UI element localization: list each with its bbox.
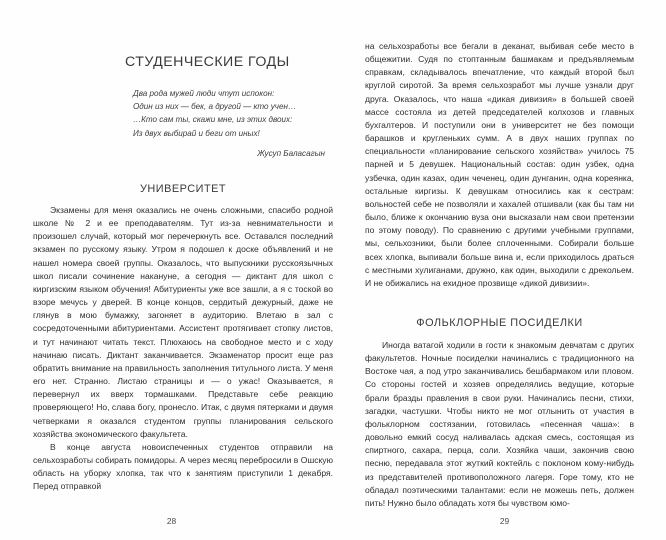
page-number-left: 28 (166, 516, 177, 526)
section-heading-folklore-text: ФОЛЬКЛОРНЫЕ ПОСИДЕЛКИ (416, 316, 583, 329)
paragraph: на сельхозработы все бегали в деканат, выбивая себе место в общежитии. Судя по стоптанным башмакам и предъявляемым справкам, складывалось впечатление, что каждый второй был круглой сиротой. За время сельхозработ мы лучше узнали друг друга. Оказалось, что наша «дикая дивизия» в большей своей массе состояла из детей председателей колхозов и главных бухгалтеров. И поступили они в университет не без помощи барашков и кругленьких сумм. А в двух наших группах по специальности «планирование сельского хозяйства» училось 75 парней и 5 девушек. Национальный состав: один узбек, одна узбечка, один казах, один чеченец, один дунганин, одна кореянка, остальные киргизы. К девушкам относились как к сестрам: вольностей себе не позволяли и хахалей отшивали (как бы там ни было, ближе к окончанию вуза они высказали нам свои претензии по этому поводу). По сравнению с другими учебными группами, мы, сельхозники, были более сплоченными. Собирали больше всех хлопка, выпивали больше вина и, если приходилось драться с местными хулиганами, дружно, как один, выходили с дрекольем. И не обижались на ехидное прозвище «дикой дивизии». (365, 41, 634, 288)
page-number-right: 29 (499, 516, 510, 526)
epigraph-line-1: Два рода мужей люди чтут испокон: (133, 89, 275, 98)
epigraph (33, 87, 333, 160)
paragraph: Экзамены для меня оказались не очень сложными, спасибо родной школе № 2 и ее преподавателям. Тут из-за невнимательности и произошел случай, который мог перечеркнуть все. Оставался последний экзамен по русскому языку. Утром я подошел к доске объявлений и не нашел номера своей группы. Оказалось, что выпускники русскоязычных школ писали сочинение накануне, а сегодня — диктант для школ с киргизским языком обучения! Абитуриенты уже все зашли, а я с тоской во взоре мечусь у дверей. В конце концов, сердитый дежурный, даже не глянув в мою бумажку, загоняет в аудиторию. Влетаю в зал с сосредоточенными абитуриентами. Ассистент протягивает стопку листов, и тут начинают читать текст. Плюхаюсь на свободное место и с ходу начинаю писать. Диктант заканчивается. Экзаменатор просит еще раз обратить внимание на правильность заполнения титульного листа. У меня его нет. Странно. Листаю страницы и — о ужас! Оказывается, я перевернул их вверх тормашками. Представьте себе реакцию проверяющего! Но, слава богу, пронесло. Итак, с двумя пятерками и двумя четверками я оказался студентом группы планирования сельского хозяйства экономического факультета. (33, 205, 333, 439)
section-heading-university-text: УНИВЕРСИТЕТ (139, 183, 227, 196)
paragraph: В конце августа новоиспеченных студентов отправили на сельхозработы собирать помидоры. А через месяц перебросили в Ошскую область на уборку хлопка, так что к занятиям приступили 1 декабря. Перед отправкой (33, 441, 333, 492)
epigraph-line-4: Из двух выбирай и беги от иных! (133, 128, 260, 138)
chapter-title (33, 0, 333, 70)
section-heading-university (33, 183, 333, 195)
page-right (343, 0, 666, 540)
section-heading-folklore (365, 317, 634, 329)
epigraph-attribution: Жусуп Баласагын (257, 148, 325, 158)
epigraph-line-3: …Кто сам ты, скажи мне, из этих двоих: (133, 115, 293, 125)
epigraph-line-2: Один из них — бек, а другой — кто учен… (133, 102, 297, 112)
chapter-title-text: СТУДЕНЧЕСКИЕ ГОДЫ (125, 54, 290, 70)
paragraph: Иногда ватагой ходили в гости к знакомым девчатам с других факультетов. Ночные посиделки начинались с традиционного на Востоке чая, а под утро заканчивались бешбармаком или пловом. Со стороны гостей и хозяев определялись ведущие, которые брали бразды правления в свои руки. Начинались песни, стихи, загадки, частушки. Чтобы никто не мог отлынить от участия в фольклорном состязании, готовилась «песенная чаша»: в довольно емкий сосуд наливалась адская смесь, состоящая из спиртного, сахара, перца, соли. Хозяйка чаши, закончив свою песню, передавала этот жуткий коктейль с поклоном кому-нибудь из представителей противоположного лагеря. Горе тому, кто не обладал поэтическими талантами: если не можешь петь, должен пить! Нужно было обладать хотя бы чувством юмо- (365, 339, 634, 508)
